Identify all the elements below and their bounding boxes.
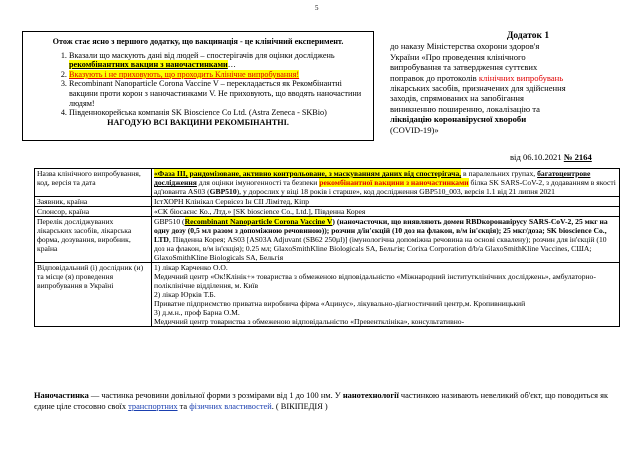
addendum-line: поправок до протоколів клінічних випробувань xyxy=(390,72,564,83)
nanoparticle-definition: Наночастинка — частинка речовини довільної форми з розмірами від 1 до 100 нм. У нанотехнології частинкою називають невеликий об'єкт, що поводиться як єдине ціле стосовно своїх транспортних та фізичних властивостей. ( ВІКІПЕДІЯ ) xyxy=(34,391,609,411)
row-label: Заявник, країна xyxy=(35,197,152,207)
trial-info-table xyxy=(34,168,620,327)
commentary-list xyxy=(23,51,373,118)
row-value: GBP510 (Recombinant Nanoparticle Corona Vaccine V) (наночасточки, що виявляють домен RBDкоронавірусу SARS-CoV-2, 25 мкг на одну дозу (0,5 мл разом з допоміжною речовиною)); розчин д/ін'єкцій (10 доз на флакон, в/м ін'єкція); 25 мкг/доза; SK bioscience Co., LTD, Південна Корея; AS03 [AS03A Adjuvant (SB62 250µl)] (імунологічна допоміжна речовина на основі сквалену); розчин для ін'єкцій (10 доз на флакон, в/м ін'єкція); 0.25 мл; GlaxoSmithKline Biologicals SA, Бельгія; Corixa Corporation d/b/a GlaxoSmithKline Vaccines, США; GlaxoSmithKline Biologicals SA, Бельгія xyxy=(152,217,620,263)
table-row xyxy=(35,169,620,197)
addendum-line: ліквідацію коронавірусної хвороби xyxy=(390,114,527,125)
table-row xyxy=(35,263,620,327)
row-label: Перелік досліджуваних лікарських засобів, лікарська форма, дозування, виробник, країна xyxy=(35,217,152,263)
page-number: 5 xyxy=(315,4,319,12)
list-item: 4. Південнокорейська компанія SK Bioscience Co Ltd. (Astra Zeneca - SKBio) xyxy=(69,108,365,118)
row-label: Назва клінічного випробування, код, версія та дата xyxy=(35,169,152,197)
link-physical[interactable]: фізичних властивостей xyxy=(189,401,272,411)
order-number: № 2164 xyxy=(563,152,592,162)
row-value: «СК біосаєнс Ко., Лтд.» [SK bioscience Co., Ltd.], Південна Корея xyxy=(152,207,620,217)
box-conclusion: НАГОДУЮ ВСІ ВАКЦИНИ РЕКОМБІНАНТНІ. xyxy=(107,117,289,127)
addendum-date: від 06.10.2021 № 2164 xyxy=(510,152,592,162)
box-heading: Отож стає ясно з першого додатку, що вакцинація - це клінічний експеримент. xyxy=(52,37,344,46)
table-row xyxy=(35,207,620,217)
addendum-title: Додаток 1 xyxy=(506,31,550,41)
addendum-line: (COVID-19)» xyxy=(390,124,439,135)
row-label: Відповідальний (і) дослідник (и) та місце (я) проведення випробування в Україні xyxy=(35,263,152,327)
row-value: ІстХОРН Клінікал Сервісез Ін СІІ Лімітед, Кіпр xyxy=(152,197,620,207)
row-label: Спонсор, країна xyxy=(35,207,152,217)
addendum-header xyxy=(390,31,626,135)
row-value: «Фаза ІІІ, рандомізоване, активно контрольоване, з маскуванням даних від спостерігача, в паралельних групах, багатоцентрове дослідження для оцінки імуногенності та безпеки рекомбінантної вакцини з наночастинками білка SK SARS-CoV-2, з додаванням в якості ад'юванта AS03 (GBP510), у дорослих у віці 18 років і старше», код дослідження GBP510_003, версія 1.1 від 21 липня 2021 xyxy=(152,169,620,197)
addendum-line: заходів, спрямованих на запобігання xyxy=(390,93,524,104)
list-item: 3. Recombinant Nanoparticle Corona Vaccine V – перекладається як Рекомбінантні вакцини проти корон з наночастинками V. Не приховують, що вводять наночастини людям! xyxy=(69,79,365,108)
list-item: 1. Вказали що маскують дані від людей – спостерігачів для оцінки досліджень рекомбінантних вакцин з наночастинками… xyxy=(69,51,365,70)
link-transport[interactable]: транспортних xyxy=(128,401,178,411)
table-row xyxy=(35,197,620,207)
addendum-line: України «Про проведення клінічного xyxy=(390,51,526,62)
row-value: 1) лікар Карченко О.О. Медичний центр «Ок!Клінік+» товариства з обмеженою відповідальністю «Міжнародний інститутклінічних досліджень», амбулаторно-поліклінічне відділення, м. Київ 2) лікар Юрків Т.Б. Приватне підприємство приватна виробнича фірма «Ацинус», лікувально-діагностичний центр,м. Кропивницький 3) д.м.н., проф Барна О.М. Медичний центр товариства з обмеженою відповідальністю «Превентклініка», консультативно- xyxy=(152,263,620,327)
commentary-box xyxy=(22,31,374,141)
addendum-line: лікарських засобів, призначених для здійснення xyxy=(390,83,566,94)
addendum-line: до наказу Міністерства охорони здоров'я xyxy=(390,41,540,52)
list-item: 2. Вказують і не приховують, що проходить Клінічне випробування! xyxy=(69,70,365,80)
table-row xyxy=(35,217,620,263)
addendum-line: виникненню поширенню, локалізацію та xyxy=(390,103,540,114)
addendum-line: випробування та затвердження суттєвих xyxy=(390,62,538,73)
